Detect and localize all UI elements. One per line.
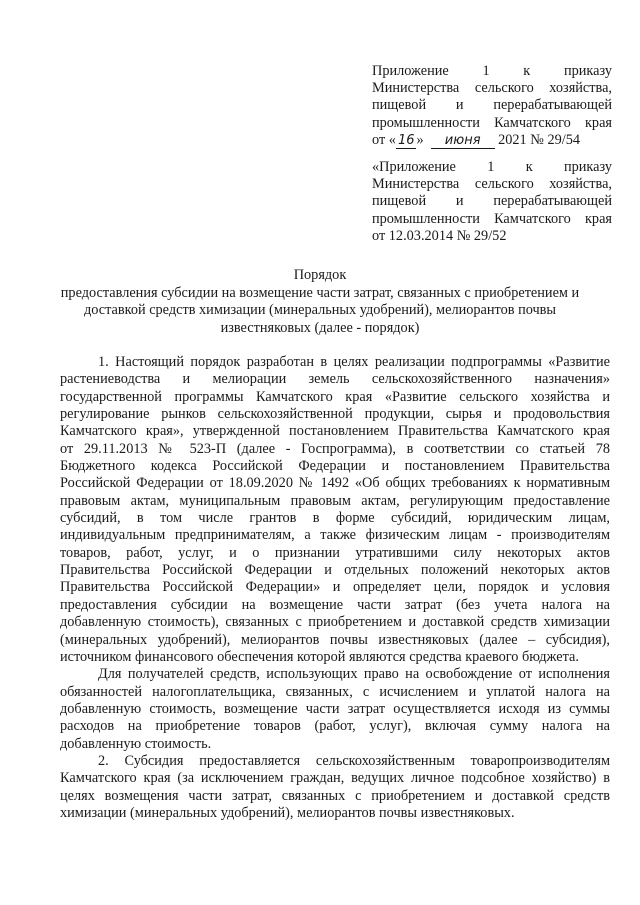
stamp-line: пищевой и перерабатывающей [372,97,612,114]
text-line: от 29.11.2013 № 523-П (далее - Госпрограмма), в соответствии со статьей 78 [60,440,610,457]
text-line: 1. Настоящий порядок разработан в целях реализации подпрограммы «Развитие [98,354,610,370]
document-title [60,267,580,337]
document-body [60,354,610,822]
text-line: целях возмещения части затрат, связанных с приобретением и доставкой средств [60,787,610,804]
date-mid: » [416,131,424,148]
title-line: известняковых (далее - порядок) [220,319,420,336]
text-line: Бюджетного кодекса Российской Федерации и постановлением Правительства [60,458,610,475]
text-line: Правительства Российской Федерации» и определяет цели, порядок и условия [60,579,610,596]
text-line: Камчатского края», утвержденной постановлением Правительства Камчатского края [60,423,610,440]
text-line: добавленную стоимость, возмещение части затрат осуществляется исходя из суммы [60,700,610,717]
stamp-line: промышленности Камчатского края [372,210,612,227]
title-line: доставкой средств химизации (минеральных удобрений), мелиорантов почвы [83,302,557,319]
text-line: расходов на приобретение товаров (работ, услуг), включая сумму налога на [60,718,610,735]
text-line: обязанностей налогоплательщика, связанных, с исчислением и уплатой налога на [60,683,610,700]
approval-stamp-current [372,63,612,149]
text-line: правовым актам, муниципальным правовым актам, регулирующим предоставление [60,492,610,509]
handwritten-month: июня [431,133,495,149]
paragraph-3 [60,753,610,822]
stamp-line: Приложение 1 к приказу [372,63,612,79]
text-line: добавленную стоимость), связанных с приобретением и доставкой средств химизации [60,614,610,631]
handwritten-day: 16 [397,132,415,148]
text-line: химизации (минеральных удобрений), мелиорантов почвы известняковых. [60,804,515,821]
stamp-line: промышленности Камчатского края [372,114,612,131]
stamp-line: «Приложение 1 к приказу [372,159,612,175]
paragraph-2 [60,666,610,753]
title-heading: Порядок [293,267,347,283]
text-line: растениеводства и мелиорации земель сельскохозяйственного назначения» [60,371,610,388]
title-line: предоставления субсидии на возмещение части затрат, связанных с приобретением и [60,284,580,301]
text-line: предоставления субсидии на возмещение части затрат (без учета налога на [60,596,610,613]
text-line: товаров, работ, услуг, и о признании утратившими силу некоторых актов [60,544,610,561]
text-line: 2. Субсидия предоставляется сельскохозяйственным товаропроизводителям [98,752,610,769]
text-line: индивидуальным предпринимателям, а также физическим лицам - производителям [60,527,610,544]
approval-stamp-previous [372,159,612,245]
text-line: Правительства Российской Федерации и отдельных положений некоторых актов [60,562,610,579]
stamp-date-line [372,132,612,149]
text-line: Для получателей средств, использующих право на освобождение от исполнения [98,666,610,683]
text-line: регулирование рынков сельскохозяйственной продукции, сырья и продовольствия [60,406,610,423]
text-line: Российской Федерации от 18.09.2020 № 1492 «Об общих требованиях к нормативным [60,475,610,492]
stamp-line: Министерства сельского хозяйства, [372,80,612,97]
paragraph-1 [60,354,610,666]
date-year-number: 2021 № 29/54 [498,131,581,148]
date-prefix: от « [372,131,396,148]
text-line: субсидий, в том числе грантов в форме субсидий, юридическим лицам, [60,510,610,527]
text-line: (минеральных удобрений), мелиорантов почвы известняковых (далее – субсидия), [60,631,610,648]
stamp-line: от 12.03.2014 № 29/52 [372,227,507,244]
text-line: Камчатского края (за исключением граждан, ведущих личное подсобное хозяйство) в [60,770,610,787]
stamp-line: пищевой и перерабатывающей [372,193,612,210]
stamp-line: Министерства сельского хозяйства, [372,176,612,193]
text-line: источником финансового обеспечения которой являются средства краевого бюджета. [60,648,579,665]
text-line: государственной программы Камчатского края «Развитие сельского хозяйства и [60,388,610,405]
text-line: добавленную стоимость. [60,735,212,752]
